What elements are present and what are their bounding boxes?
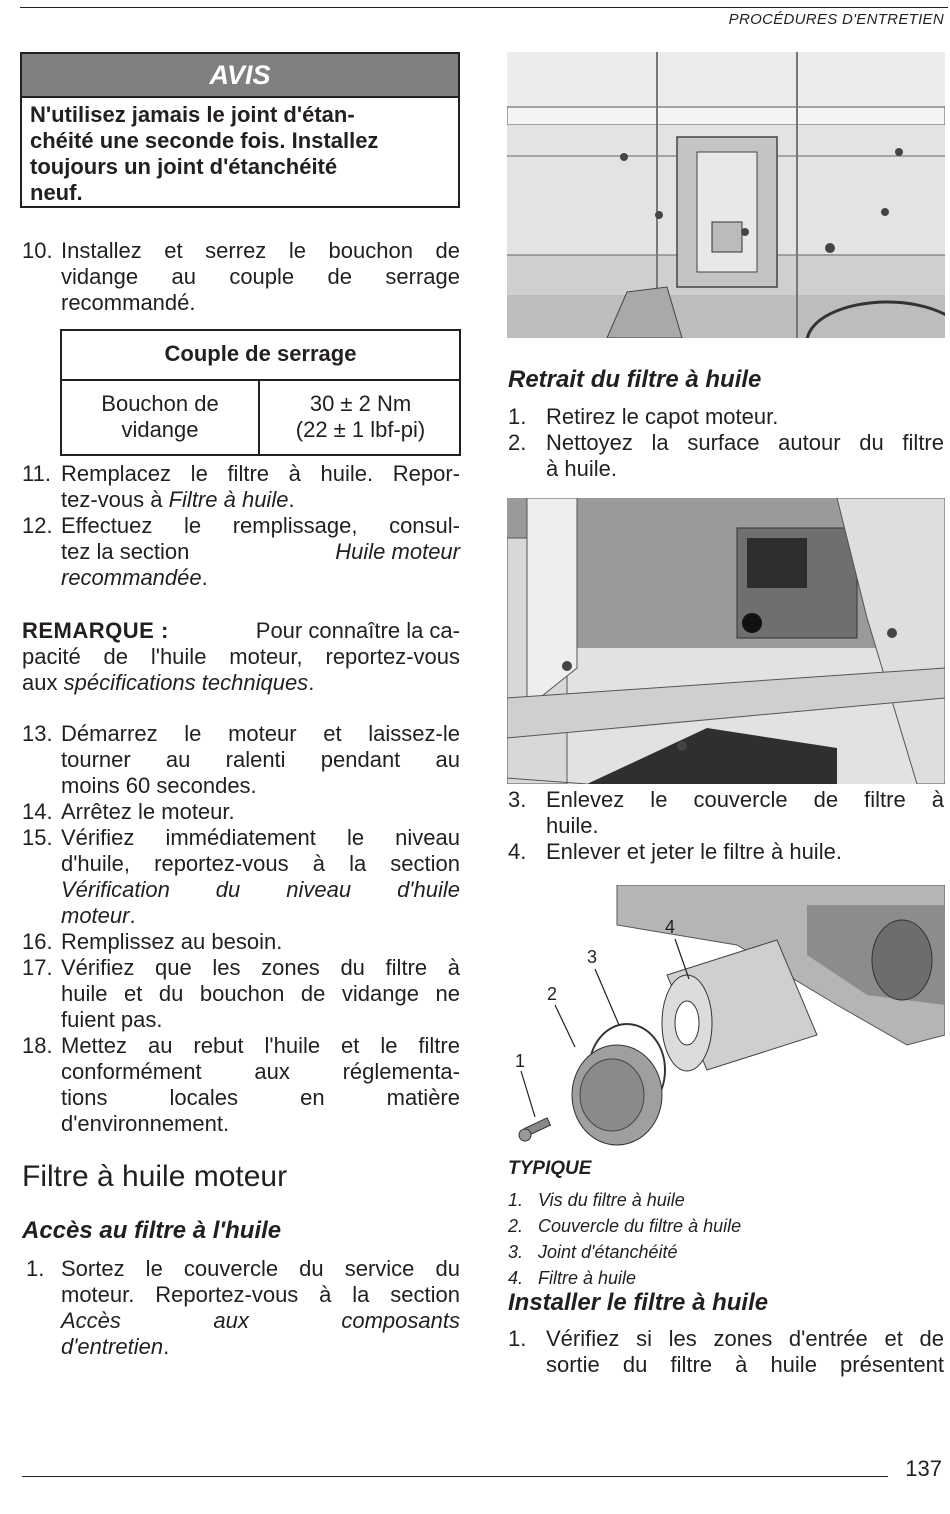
step-line: à huile.: [546, 456, 617, 481]
step-line: Mettez au rebut l'huile et le filtre: [61, 1033, 460, 1058]
step-line: conformément aux réglementa-: [61, 1059, 460, 1084]
remark-label: REMARQUE :: [22, 618, 169, 643]
torque-table-header: Couple de serrage: [62, 331, 459, 381]
step-line: Enlever et jeter le filtre à huile.: [546, 839, 842, 864]
notice-line: chéité une seconde fois. Installez: [30, 128, 379, 153]
step-line: tourner au ralenti pendant au: [61, 747, 460, 772]
step-line: Démarrez le moteur et laissez-le: [61, 721, 460, 746]
notice-text: [22, 98, 458, 206]
cross-reference: Accès aux composants: [61, 1308, 460, 1333]
step-line: Enlevez le couvercle de filtre à: [546, 787, 944, 812]
page-number: 137: [905, 1456, 942, 1481]
torque-label: vidange: [121, 417, 199, 442]
step-line: Installez et serrez le bouchon de: [61, 238, 460, 263]
step-number: 18.: [22, 1033, 53, 1058]
step-number: 11.: [22, 461, 51, 486]
step-line: Vérifiez que les zones du filtre à: [61, 955, 460, 980]
step-number: 2.: [508, 430, 527, 455]
step-number: 13.: [22, 721, 53, 746]
subsection-title-access: Accès au filtre à l'huile: [22, 1217, 282, 1244]
engine-cover-figure: [507, 52, 945, 338]
step-number: 1.: [26, 1256, 45, 1281]
step-number: 1.: [508, 404, 527, 429]
step-line: d'environnement.: [61, 1111, 230, 1136]
torque-table-row: [62, 381, 459, 454]
remark: [22, 618, 460, 696]
step-line: [61, 539, 460, 565]
step-line: [61, 487, 460, 513]
cross-reference: recommandée: [61, 565, 202, 590]
step-line: [61, 1334, 460, 1360]
step-line: moins 60 secondes.: [61, 773, 257, 798]
oil-filter-location-illustration: [507, 498, 945, 784]
callout-1: 1: [515, 1051, 526, 1071]
engine-cover-illustration: [507, 52, 945, 338]
step-line: huile et du bouchon de vidange ne: [61, 981, 460, 1006]
torque-table: [60, 329, 461, 456]
step-line: Remplacez le filtre à huile. Repor-: [61, 461, 460, 486]
cross-reference: Vérification du niveau d'huile: [61, 877, 460, 902]
figure-caption: TYPIQUE: [508, 1158, 592, 1179]
footer-rule: [22, 1476, 888, 1477]
step-line: fuient pas.: [61, 1007, 163, 1032]
callout-3: 3: [587, 947, 598, 967]
step-line: d'huile, reportez-vous à la section: [61, 851, 460, 876]
remark-text: Pour connaître la ca-: [255, 618, 460, 643]
cross-reference: moteur: [61, 903, 130, 928]
torque-value: (22 ± 1 lbf-pi): [295, 417, 426, 442]
step-line: [61, 565, 460, 591]
step-line: Nettoyez la surface autour du filtre: [546, 430, 944, 455]
running-head: PROCÉDURES D'ENTRETIEN: [728, 11, 944, 28]
legend-text: Filtre à huile: [538, 1268, 637, 1288]
oil-filter-exploded-figure: [507, 885, 945, 1157]
step-line: Arrêtez le moteur.: [61, 799, 235, 824]
step-line: tions locales en matière: [61, 1085, 460, 1110]
legend-text: Joint d'étanchéité: [538, 1242, 678, 1262]
step-line: Retirez le capot moteur.: [546, 404, 779, 429]
step-number: 10.: [22, 238, 53, 263]
step-text: tez-vous à: [61, 487, 169, 512]
step-text: .: [129, 903, 136, 928]
step-number: 15.: [22, 825, 53, 850]
oil-filter-location-figure: [507, 498, 945, 784]
cross-reference: Huile moteur: [335, 539, 460, 564]
callout-4: 4: [665, 917, 676, 937]
legend-number: 2.: [508, 1216, 524, 1236]
cross-reference: spécifications techniques: [63, 670, 309, 695]
callout-2: 2: [547, 984, 558, 1004]
step-number: 12.: [22, 513, 53, 538]
legend-number: 4.: [508, 1268, 524, 1288]
subsection-title-removal: Retrait du filtre à huile: [508, 366, 762, 393]
legend-number: 3.: [508, 1242, 524, 1262]
step-line: vidange au couple de serrage: [61, 264, 460, 289]
step-line: Sortez le couvercle du service du: [61, 1256, 460, 1281]
step-number: 17.: [22, 955, 53, 980]
legend-number: 1.: [508, 1190, 524, 1210]
step-line: huile.: [546, 813, 599, 838]
torque-label-cell: [62, 381, 260, 454]
step-text: .: [163, 1334, 170, 1359]
notice-box: [20, 52, 460, 208]
legend-text: Vis du filtre à huile: [538, 1190, 685, 1210]
notice-line: N'utilisez jamais le joint d'étan-: [30, 102, 355, 127]
step-number: 4.: [508, 839, 527, 864]
torque-value: 30 ± 2 Nm: [309, 391, 412, 416]
step-number: 14.: [22, 799, 53, 824]
step-line: Effectuez le remplissage, consul-: [61, 513, 460, 538]
step-text: .: [288, 487, 295, 512]
notice-line: toujours un joint d'étanchéité: [30, 154, 338, 179]
remark-line: [22, 618, 460, 644]
step-line: sortie du filtre à huile présentent: [546, 1352, 944, 1377]
cross-reference: Filtre à huile: [168, 487, 289, 512]
step-line: recommandé.: [61, 290, 196, 315]
notice-line: neuf.: [30, 180, 83, 205]
step-line: Vérifiez si les zones d'entrée et de: [546, 1326, 944, 1351]
notice-title: AVIS: [22, 54, 458, 98]
step-line: [61, 903, 460, 929]
step-number: 3.: [508, 787, 527, 812]
torque-value-cell: [262, 381, 459, 454]
oil-filter-cover-part: [572, 1045, 662, 1145]
remark-line: pacité de l'huile moteur, reportez-vous: [22, 644, 460, 669]
section-title: Filtre à huile moteur: [22, 1160, 288, 1193]
cross-reference: d'entretien: [61, 1334, 164, 1359]
remark-text: aux: [22, 670, 64, 695]
step-text: tez la section: [61, 539, 190, 564]
torque-label: Bouchon de: [101, 391, 219, 416]
remark-line: [22, 670, 460, 696]
step-number: 16.: [22, 929, 53, 954]
step-number: 1.: [508, 1326, 527, 1351]
header-rule: [20, 7, 948, 8]
legend-text: Couvercle du filtre à huile: [538, 1216, 742, 1236]
remark-text: .: [308, 670, 315, 695]
step-text: .: [201, 565, 208, 590]
step-line: Remplissez au besoin.: [61, 929, 283, 954]
oil-filter-exploded-illustration: [507, 885, 945, 1157]
step-line: moteur. Reportez-vous à la section: [61, 1282, 460, 1307]
subsection-title-install: Installer le filtre à huile: [508, 1289, 769, 1316]
step-line: Vérifiez immédiatement le niveau: [61, 825, 460, 850]
